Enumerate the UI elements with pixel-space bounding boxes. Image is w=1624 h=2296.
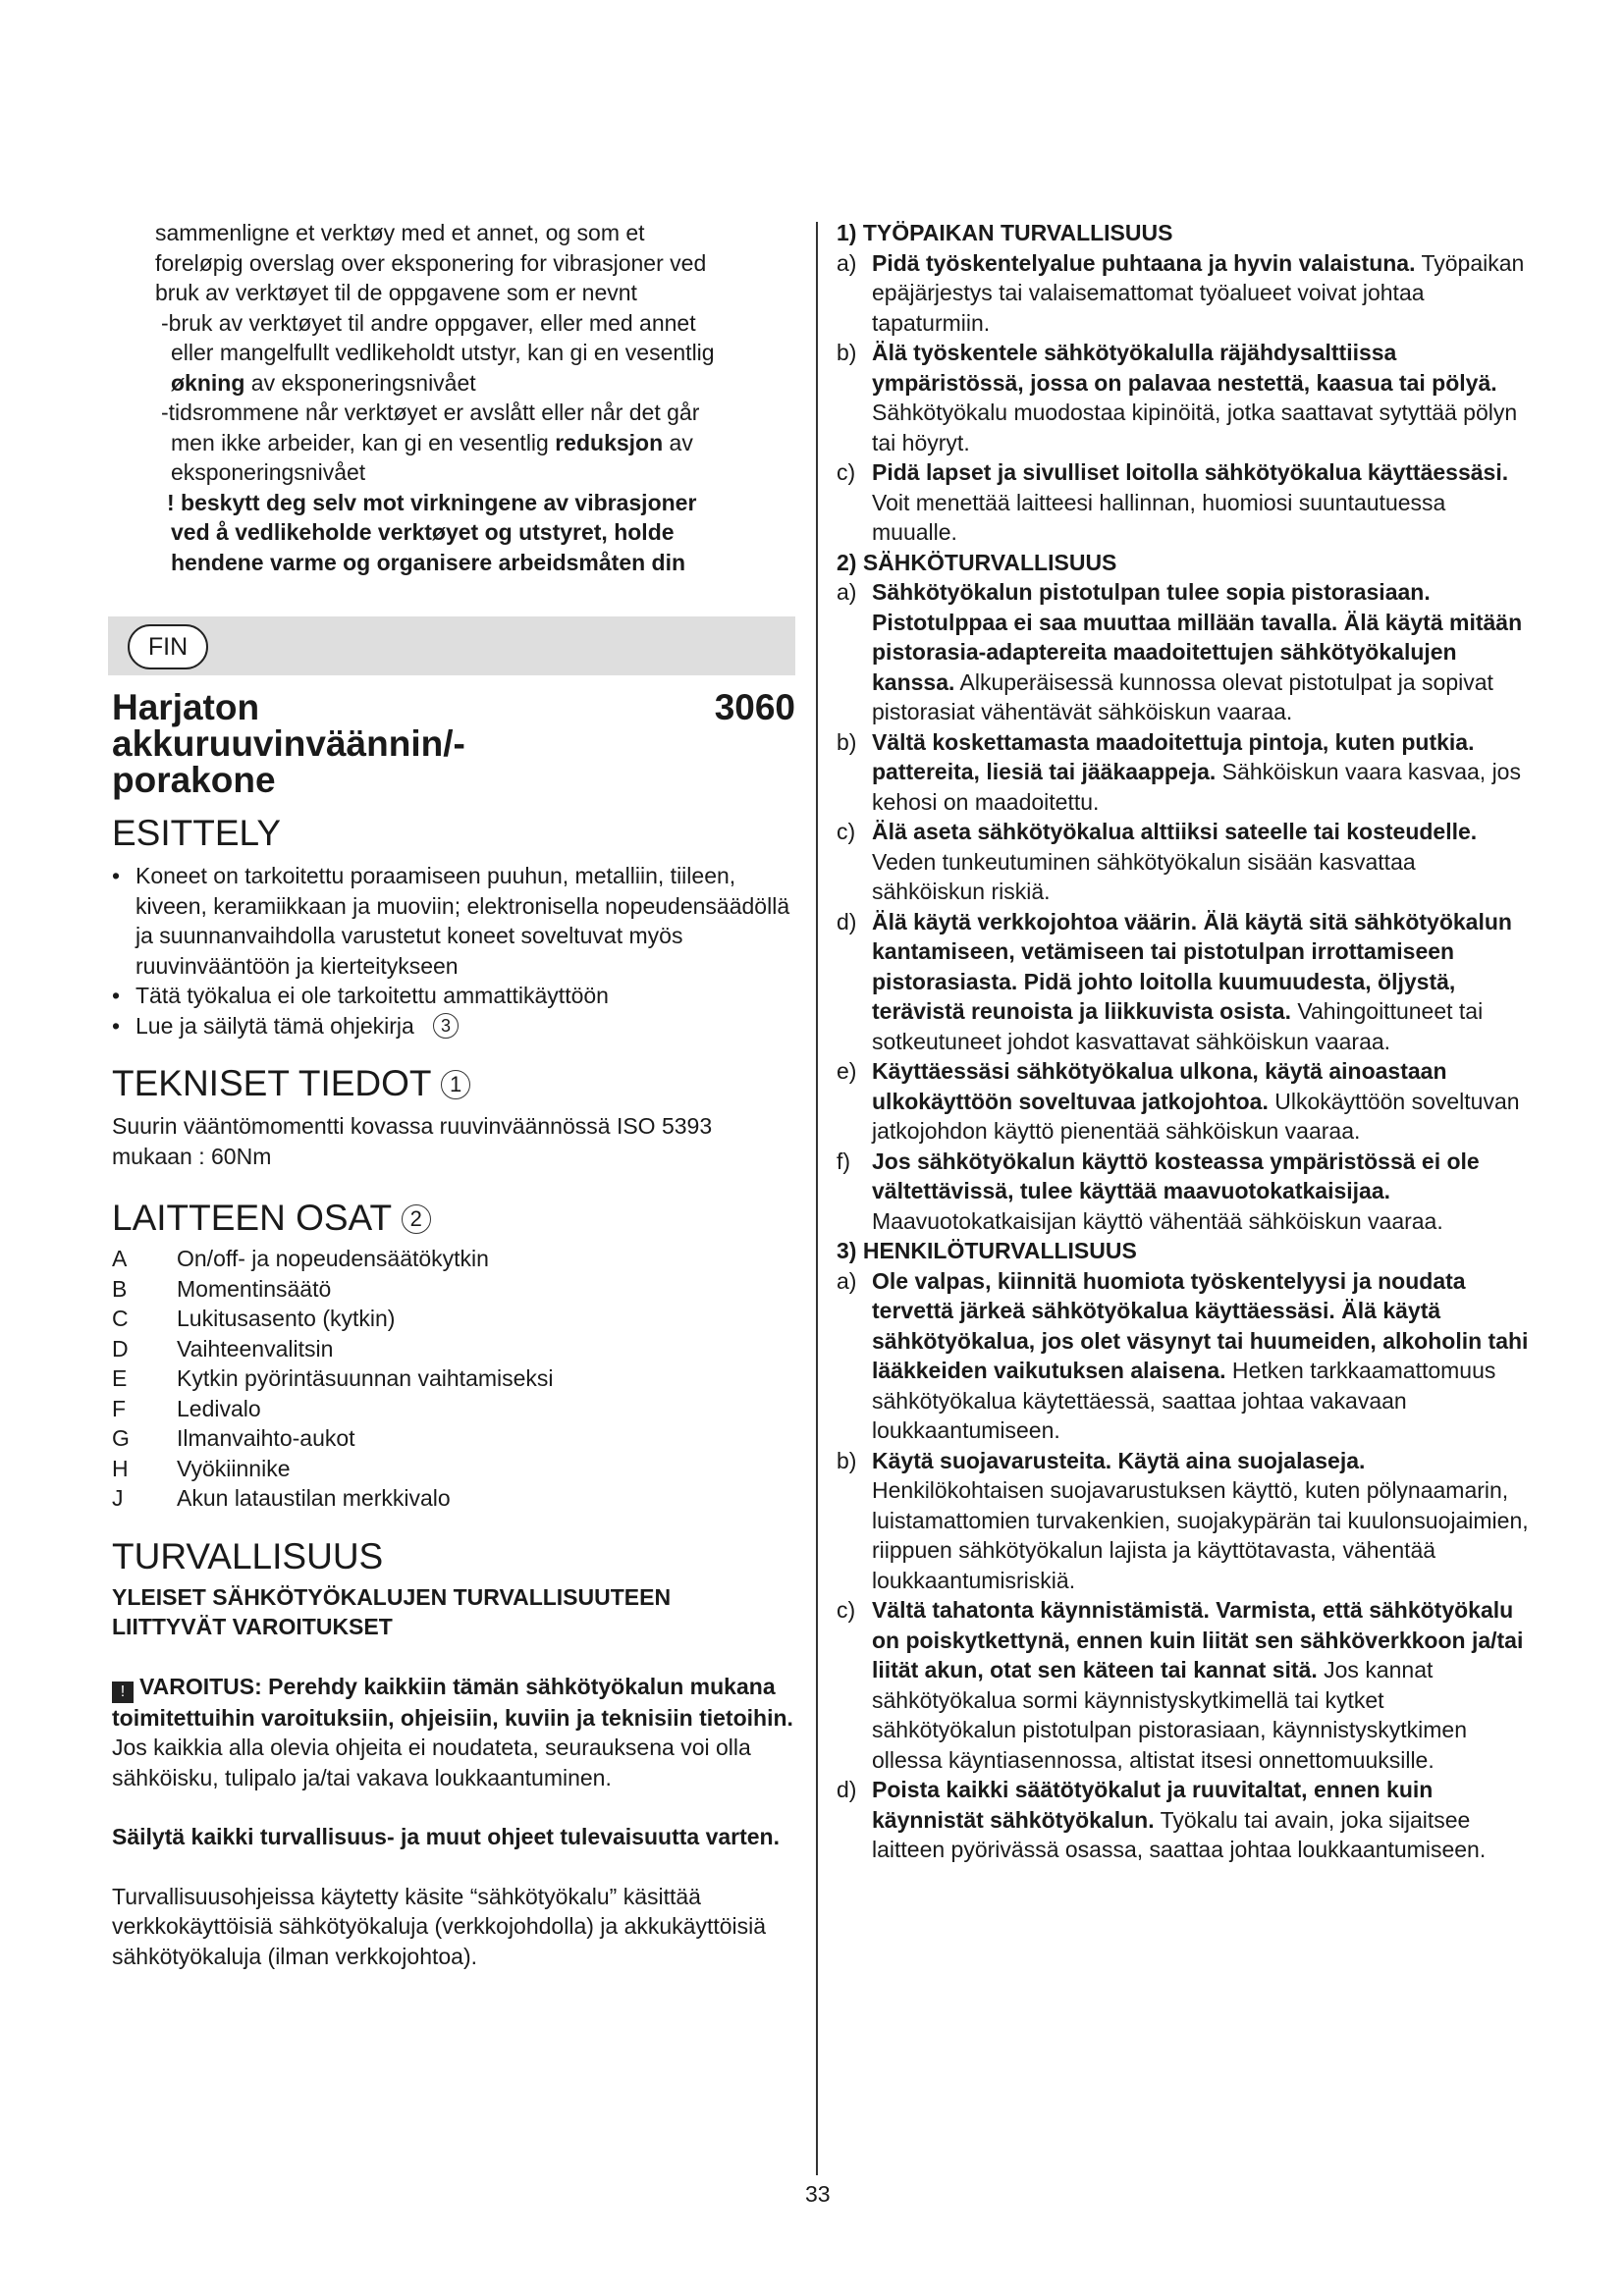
item-key: b) [837, 728, 857, 755]
bold-text: reduksjon [555, 429, 664, 455]
part-key: B [112, 1275, 128, 1302]
bold-text: Pidä työskentelyalue puhtaana ja hyvin valaistuna. [872, 249, 1416, 276]
text: Henkilökohtaisen suojavarustuksen käyttö, kuten pölynaamarin, luistamattomien turvakenkien, suojakypärän tai kuulonsuojaimien, riippuen sähkötyökalun lajista ja käyttötavasta, vähentää loukkaantumisriskiä. [872, 1477, 1529, 1593]
part-key: J [112, 1485, 124, 1511]
list-item [112, 1394, 795, 1424]
varoitus-paragraph [112, 1672, 795, 1793]
tekniset-text: Suurin vääntömomentti kovassa ruuvinväännössä ISO 5393 mukaan : 60Nm [112, 1113, 713, 1169]
section-heading-personal: 3) HENKILÖTURVALLISUUS [837, 1238, 1137, 1263]
list-item [112, 1454, 795, 1484]
left-column [112, 218, 795, 1971]
heading-text: TEKNISET TIEDOT [112, 1063, 431, 1103]
bullet-dot: • [112, 1012, 121, 1039]
language-band [108, 616, 795, 675]
list-item [837, 1266, 1530, 1446]
bold-text: Ole valpas, kiinnitä huomiota työskentelyysi ja noudata tervettä järkeä sähkötyökalua käyttäessäsi. Älä käytä sähkötyökalua, jos olet väsynyt tai huumeiden, alkoholin tahi lääkkeiden vaikutuksen alaisena. [872, 1267, 1529, 1383]
text: Jos kannat sähkötyökalua sormi käynnistyskytkimellä tai kytket sähkötyökalun pistotulpan pistorasiaan, käynnistyskytkimen ollessa käyntiasennossa, altistat itsesi onnettomuuksille. [872, 1657, 1467, 1773]
item-key: f) [837, 1148, 851, 1174]
bold-text: VAROITUS: Perehdy kaikkiin tämän sähkötyökalun mukana toimitettuihin varoituksiin, ohjeisiin, kuviin ja teknisiin tietoihin. [112, 1673, 793, 1731]
title-line: akkuruuvinväännin/- [112, 723, 465, 764]
bullet-dot: • [112, 983, 121, 1008]
figure-ref-icon: 1 [441, 1070, 470, 1099]
text: Työkalu tai avain, joka sijaitsee laitteen pyörivässä osassa, saattaa johtaa loukkaantumiseen. [872, 1806, 1487, 1862]
vibration-intro [112, 218, 795, 577]
text: Hetken tarkkaamattomuus sähkötyökalua käytettäessä, saattaa johtaa vakavaan loukkaantumiseen. [872, 1358, 1496, 1443]
intro-line: sammenligne et verktøy med et annet, og som et [155, 220, 645, 245]
warning-icon: ! [112, 1682, 134, 1703]
item-key: d) [837, 908, 857, 934]
column-divider [816, 222, 818, 2175]
list-item [837, 457, 1530, 548]
bold-text: Käyttäessäsi sähkötyökalua ulkona, käytä ainoastaan ulkokäyttöön soveltuvaa jatkojohtoa. [872, 1058, 1447, 1114]
language-badge: FIN [128, 624, 208, 669]
right-column [837, 218, 1530, 1865]
part-key: E [112, 1365, 128, 1391]
item-key: c) [837, 1597, 856, 1623]
subheading-line: YLEISET SÄHKÖTYÖKALUJEN TURVALLISUUTEEN [112, 1583, 672, 1610]
text: Vahingoittuneet tai sotkeutuneet johdot kasvattavat sähköiskun vaaraa. [872, 998, 1484, 1054]
vibration-warning: ! beskytt deg selv mot virkningene av vibrasjoner [167, 489, 697, 515]
general-warnings-heading [112, 1582, 795, 1642]
text: Jos kaikkia alla olevia ohjeita ei noudateta, seurauksena voi olla sähköisku, tulipalo ja/tai vakava loukkaantuminen. [112, 1735, 751, 1790]
list-item [837, 1595, 1530, 1775]
bold-text: Vältä tahatonta käynnistämistä. Varmista, että sähkötyökalu on poiskytkettynä, ennen kuin liität sen sähköverkkoon ja/tai liität akun, otat sen käteen tai kannat sitä. [872, 1597, 1524, 1682]
bold-text: Älä aseta sähkötyökalua alttiiksi sateelle tai kosteudelle. [872, 819, 1478, 844]
part-key: D [112, 1335, 129, 1362]
part-key: C [112, 1306, 129, 1331]
vibration-warning: ved å vedlikeholde verktøyet og utstyret, holde [171, 519, 675, 545]
text: Työpaikan epäjärjestys tai valaisemattomat työalueet voivat johtaa tapaturmiin. [872, 249, 1525, 336]
text: av eksponeringsnivået [244, 369, 476, 396]
subheading-line: LIITTYVÄT VAROITUKSET [112, 1614, 393, 1639]
dash-item-1-cont: eller mangelfullt vedlikeholdt utstyr, kan gi en vesentlig [171, 340, 715, 365]
list-item [837, 727, 1530, 818]
part-key: H [112, 1455, 129, 1481]
list-item [112, 1304, 795, 1334]
title-line: porakone [112, 760, 276, 800]
bullet-item [112, 1011, 795, 1041]
list-item [837, 1056, 1530, 1147]
text: men ikke arbeider, kan gi en vesentlig [171, 429, 556, 455]
keep-instructions: Säilytä kaikki turvallisuus- ja muut ohjeet tulevaisuutta varten. [112, 1824, 780, 1849]
product-title [112, 689, 465, 798]
part-label: Ilmanvaihto-aukot [177, 1425, 355, 1451]
bullet-text: Koneet on tarkoitettu poraamiseen puuhun, metalliin, tiileen, kiveen, keramiikkaan ja muoviin; elektronisella nopeudensäädöllä ja suunnanvaihdolla varustetut koneet soveltuvat myös ruuvinvääntöön ja kierteitykseen [135, 863, 790, 979]
figure-ref-icon: 2 [402, 1204, 431, 1234]
item-key: c) [837, 459, 856, 485]
part-label: Vaihteenvalitsin [177, 1335, 334, 1362]
list-item [112, 1334, 795, 1364]
dash-item-2-end: eksponeringsnivået [171, 459, 366, 485]
item-key: a) [837, 249, 857, 276]
parts-list [112, 1244, 795, 1514]
bullet-text: Lue ja säilytä tämä ohjekirja [135, 1012, 414, 1039]
list-item [112, 1363, 795, 1394]
section-heading-osat [112, 1197, 795, 1240]
list-item [837, 248, 1530, 339]
list-item [837, 577, 1530, 727]
bold-text: Poista kaikki säätötyökalut ja ruuvitaltat, ennen kuin käynnistät sähkötyökalun. [872, 1777, 1434, 1833]
text: Ulkokäyttöön soveltuvan jatkojohdon käyttö pienentää sähköiskun vaaraa. [872, 1088, 1520, 1144]
text: av [663, 429, 693, 455]
part-label: Vyökiinnike [177, 1455, 291, 1481]
dash-item-2-cont [155, 428, 795, 458]
section-heading-workplace: 1) TYÖPAIKAN TURVALLISUUS [837, 220, 1173, 245]
bold-text: Älä käytä verkkojohtoa väärin. Älä käytä sitä sähkötyökalun kantamiseen, vetämiseen tai pistotulpan irrottamiseen pistorasiasta. Pidä johto loitolla kuumuudesta, öljystä, terävistä reunoista ja liikkuvista osista. [872, 908, 1512, 1024]
list-item [837, 1775, 1530, 1865]
list-item [837, 338, 1530, 457]
list-item [837, 1446, 1530, 1596]
dash-item-2: -tidsrommene når verktøyet er avslått eller når det går [161, 400, 700, 425]
part-label: Kytkin pyörintäsuunnan vaihtamiseksi [177, 1365, 554, 1391]
list-item [112, 1483, 795, 1514]
text: Alkuperäisessä kunnossa olevat pistotulpat ja sopivat pistorasiat vähentävät sähköiskun vaaraa. [872, 668, 1493, 724]
part-label: Lukitusasento (kytkin) [177, 1306, 396, 1331]
intro-line: bruk av verktøyet til de oppgavene som er nevnt [155, 280, 637, 305]
item-key: e) [837, 1058, 857, 1084]
list-item [112, 1244, 795, 1274]
item-key: d) [837, 1777, 857, 1802]
item-key: b) [837, 1447, 857, 1473]
text: Maavuotokatkaisijan käyttö vähentää sähköiskun vaaraa. [872, 1207, 1443, 1234]
section-heading-tekniset [112, 1062, 795, 1105]
bold-text: Käytä suojavarusteita. Käytä aina suojalaseja. [872, 1447, 1366, 1473]
vibration-warning: hendene varme og organisere arbeidsmåten din [171, 549, 686, 575]
text: Voit menettää laitteesi hallinnan, huomiosi suuntautuessa muualle. [872, 489, 1446, 545]
list-item [112, 1423, 795, 1454]
dash-item-1: -bruk av verktøyet til andre oppgaver, eller med annet [161, 309, 696, 336]
text: Veden tunkeutuminen sähkötyökalun sisään kasvattaa sähköiskun riskiä. [872, 848, 1416, 904]
bullet-text: Tätä työkalua ei ole tarkoitettu ammattikäyttöön [135, 983, 609, 1008]
item-key: a) [837, 579, 857, 605]
section-heading-turvallisuus: TURVALLISUUS [112, 1535, 384, 1576]
intro-bullets [112, 861, 795, 1041]
bold-text: Pidä lapset ja sivulliset loitolla sähkötyökalua käyttäessäsi. [872, 459, 1509, 485]
part-key: G [112, 1425, 130, 1451]
page-number: 33 [805, 2181, 831, 2207]
part-key: F [112, 1395, 127, 1421]
list-item [837, 817, 1530, 907]
heading-text: LAITTEEN OSAT [112, 1198, 392, 1238]
section-heading-esittely: ESITTELY [112, 813, 282, 853]
title-row [112, 689, 795, 798]
bullet-item [112, 981, 795, 1011]
list-item [837, 1147, 1530, 1237]
dash-item-1-end [155, 368, 795, 399]
bold-text: økning [171, 369, 245, 396]
item-key: a) [837, 1267, 857, 1294]
section-heading-electrical: 2) SÄHKÖTURVALLISUUS [837, 549, 1117, 575]
part-label: Momentinsäätö [177, 1275, 332, 1302]
intro-line: foreløpig overslag over eksponering for vibrasjoner ved [155, 249, 707, 276]
bold-text: Älä työskentele sähkötyökalulla räjähdysalttiissa ympäristössä, jossa on palavaa nestettä, kaasua tai pölyä. [872, 340, 1497, 396]
text: Sähköiskun vaara kasvaa, jos kehosi on maadoitettu. [872, 759, 1521, 815]
text: Sähkötyökalu muodostaa kipinöitä, jotka saattavat sytyttää pölyn tai höyryt. [872, 400, 1518, 455]
title-line: Harjaton [112, 687, 260, 727]
bold-text: Sähkötyökalun pistotulpan tulee sopia pistorasiaan. Pistotulppaa ei saa muuttaa millään tavalla. Älä käytä mitään pistorasia-adaptereita maadoitettujen sähkötyökalujen kanssa. [872, 579, 1523, 695]
part-label: Akun lataustilan merkkivalo [177, 1485, 451, 1511]
figure-ref-icon: 3 [433, 1013, 459, 1039]
part-label: Ledivalo [177, 1395, 261, 1421]
model-number: 3060 [714, 687, 795, 727]
part-label: On/off- ja nopeudensäätökytkin [177, 1246, 489, 1271]
bullet-dot: • [112, 863, 121, 888]
item-key: b) [837, 340, 857, 365]
definition-paragraph: Turvallisuusohjeissa käytetty käsite “sähkötyökalu” käsittää verkkokäyttöisiä sähkötyökaluja (verkkojohdolla) ja akkukäyttöisiä sähkötyökaluja (ilman verkkojohtoa). [112, 1883, 767, 1969]
list-item [837, 907, 1530, 1057]
bold-text: Jos sähkötyökalun käyttö kosteassa ympäristössä ei ole vältettävissä, tulee käyttää maavuotokatkaisijaa. [872, 1148, 1480, 1203]
part-key: A [112, 1246, 128, 1271]
item-key: c) [837, 819, 856, 844]
bold-text: Vältä koskettamasta maadoitettuja pintoja, kuten putkia. pattereita, liesiä tai jääkaappeja. [872, 728, 1475, 784]
bullet-item [112, 861, 795, 981]
list-item [112, 1274, 795, 1305]
